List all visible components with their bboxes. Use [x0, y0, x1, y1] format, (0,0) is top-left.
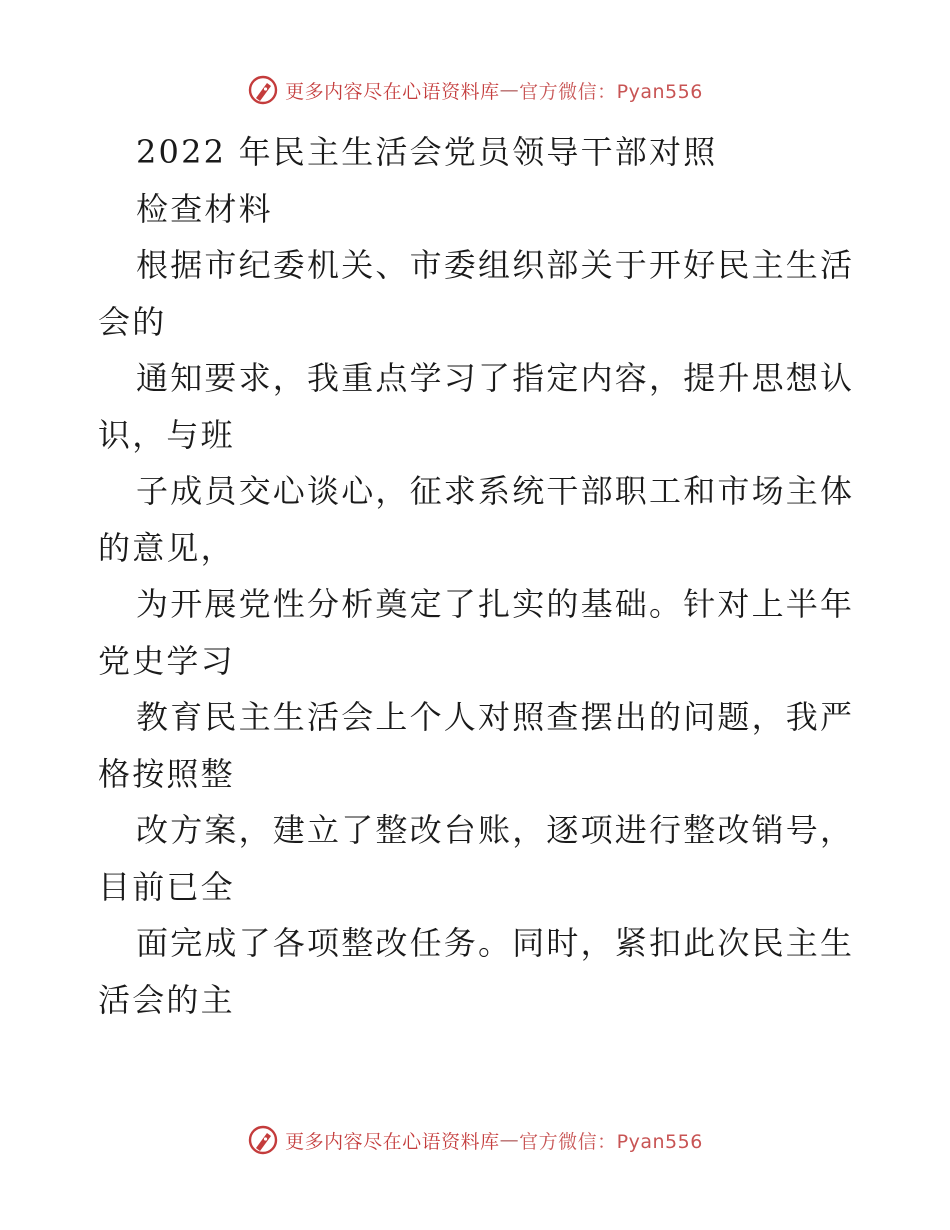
watermark-separator: — [499, 79, 520, 101]
paragraph-line: 会的 [98, 302, 167, 341]
title-line-1: 2022 年民主生活会党员领导干部对照 [136, 133, 718, 171]
title-line-2: 检查材料 [136, 189, 273, 228]
paragraph-line: 改方案，建立了整改台账，逐项进行整改销号， [136, 811, 855, 849]
watermark-subtext: 官方微信：Pyan556 [519, 80, 703, 103]
watermark-subtext: 官方微信：Pyan556 [519, 1130, 703, 1153]
paragraph-line: 根据市纪委机关、市委组织部关于开好民主生活 [136, 246, 855, 284]
pen-nib-logo-icon [247, 1124, 279, 1156]
watermark-text: 更多内容尽在心语资料库 [285, 1130, 500, 1153]
header-watermark [0, 70, 950, 110]
pen-nib-logo-icon [247, 74, 279, 106]
paragraph-line: 为开展党性分析奠定了扎实的基础。针对上半年 [136, 585, 855, 623]
paragraph-line: 子成员交心谈心，征求系统干部职工和市场主体 [136, 472, 855, 510]
paragraph-line: 通知要求，我重点学习了指定内容，提升思想认 [136, 359, 855, 397]
paragraph-line: 教育民主生活会上个人对照查摆出的问题，我严 [136, 698, 855, 736]
watermark-text: 更多内容尽在心语资料库 [285, 80, 500, 103]
paragraph-line: 格按照整 [98, 754, 235, 793]
footer-watermark [0, 1120, 950, 1160]
paragraph-line: 的意见， [98, 528, 235, 567]
paragraph-line: 面完成了各项整改任务。同时，紧扣此次民主生 [136, 924, 855, 962]
paragraph-line: 识，与班 [98, 415, 235, 454]
paragraph-line: 活会的主 [98, 980, 235, 1019]
paragraph-line: 党史学习 [98, 641, 235, 680]
document-body [98, 124, 858, 1028]
paragraph-line: 目前已全 [98, 867, 235, 906]
watermark-separator: — [499, 1129, 520, 1151]
